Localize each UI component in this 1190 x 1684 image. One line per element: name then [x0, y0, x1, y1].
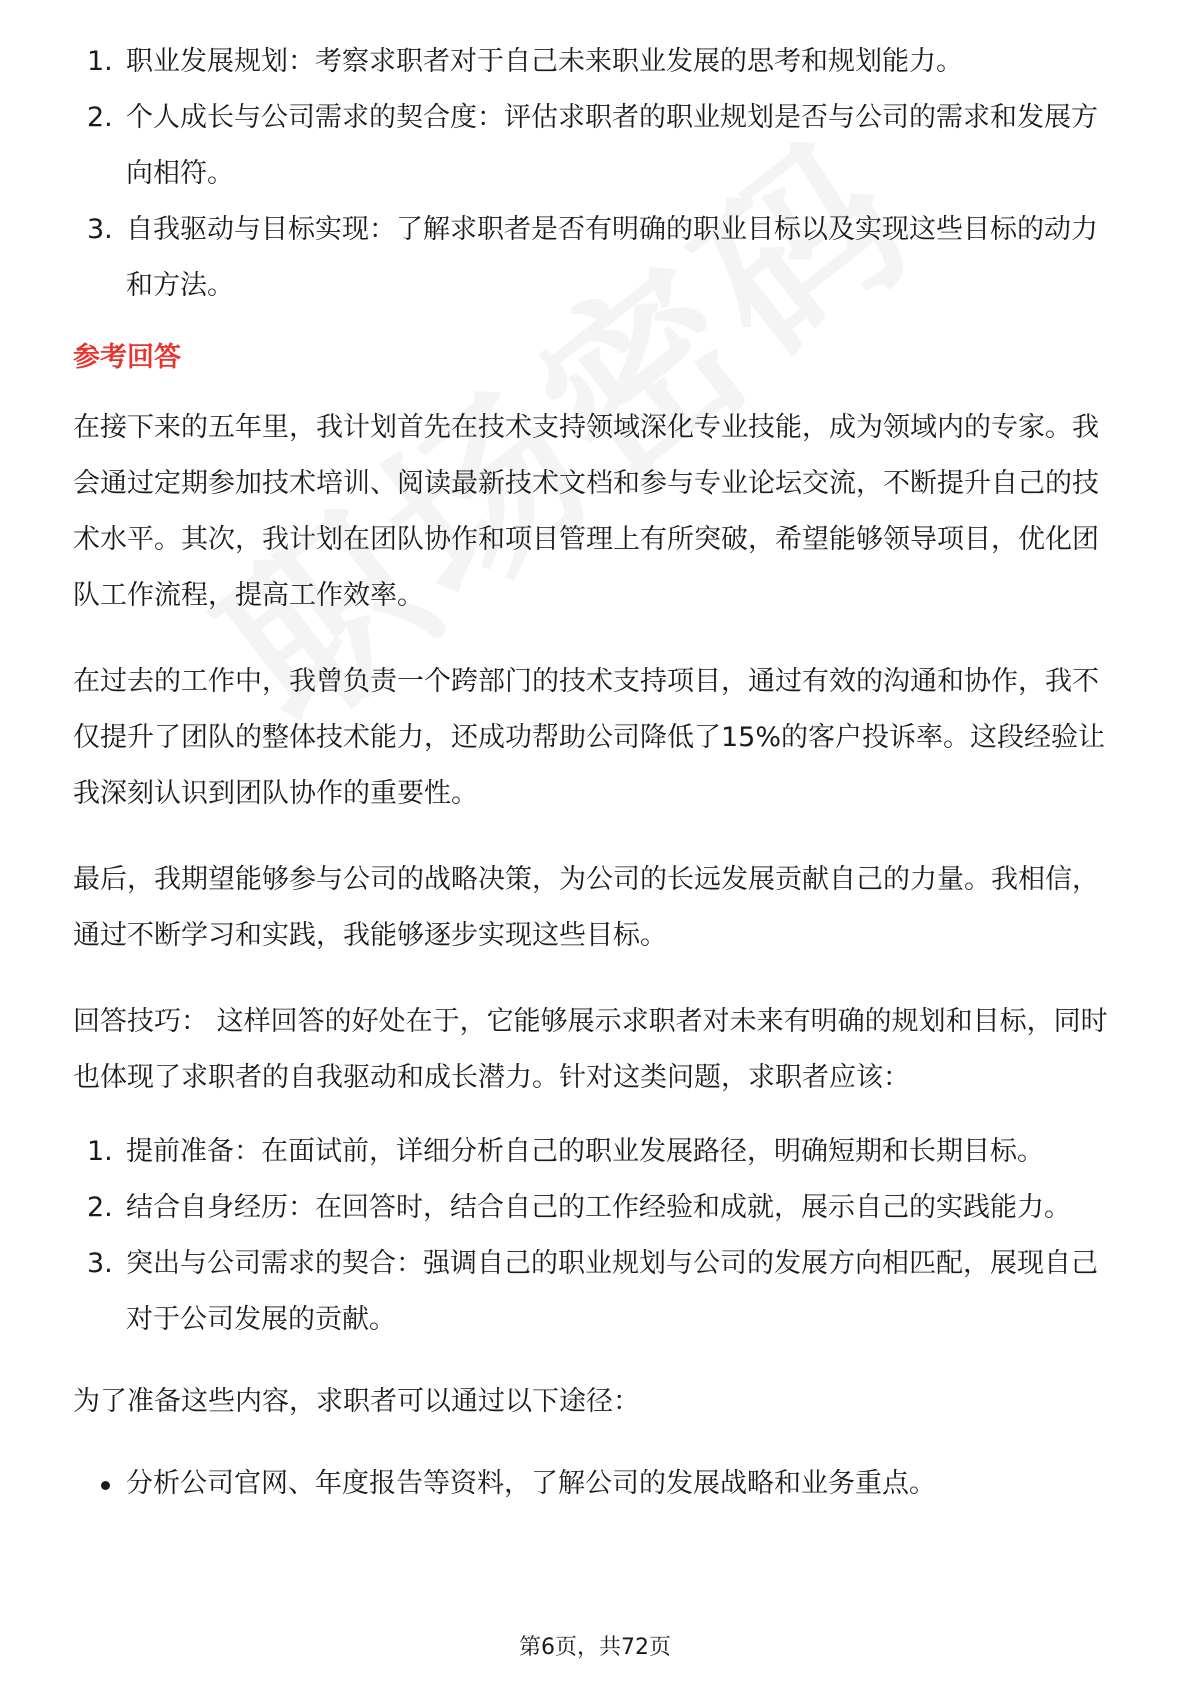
answer-paragraph: 在过去的工作中，我曾负责一个跨部门的技术支持项目，通过有效的沟通和协作，我不仅提升了团队的整体技术能力，还成功帮助公司降低了15%的客户投诉率。这段经验让我深刻认识到团队协作的重要性。 [73, 666, 1106, 809]
answer-paragraph: 最后，我期望能够参与公司的战略决策，为公司的长远发展贡献自己的力量。我相信，通过不断学习和实践，我能够逐步实现这些目标。 [73, 864, 1099, 951]
list-text: 突出与公司需求的契合：强调自己的职业规划与公司的发展方向相匹配，展现自己对于公司发展的贡献。 [126, 1248, 1098, 1335]
list-number: 1. [87, 1136, 113, 1167]
bullet-icon [101, 1481, 110, 1490]
list-number: 3. [87, 1248, 113, 1279]
list-number: 1. [87, 46, 113, 77]
page-footer: 第6页，共72页 [519, 1635, 671, 1660]
list-text: 提前准备：在面试前，详细分析自己的职业发展路径，明确短期和长期目标。 [126, 1136, 1044, 1167]
list-text: 个人成长与公司需求的契合度：评估求职者的职业规划是否与公司的需求和发展方向相符。 [126, 102, 1098, 189]
list-text: 职业发展规划：考察求职者对于自己未来职业发展的思考和规划能力。 [126, 46, 963, 77]
answer-paragraph: 在接下来的五年里，我计划首先在技术支持领域深化专业技能，成为领域内的专家。我会通过定期参加技术培训、阅读最新技术文档和参与专业论坛交流，不断提升自己的技术水平。其次，我计划在团队协作和项目管理上有所突破，希望能够领导项目，优化团队工作流程，提高工作效率。 [73, 412, 1099, 611]
list-item [73, 90, 1123, 202]
list-item [73, 1124, 1123, 1180]
reference-heading: 参考回答 [73, 342, 181, 373]
list-item [73, 1456, 1123, 1512]
list-number: 3. [87, 214, 113, 245]
list-item [73, 1180, 1123, 1236]
list-text: 分析公司官网、年度报告等资料，了解公司的发展战略和业务重点。 [126, 1468, 936, 1499]
intro-list [73, 34, 1123, 314]
prepare-paragraph: 为了准备这些内容，求职者可以通过以下途径： [73, 1386, 640, 1417]
list-item [73, 34, 1123, 90]
tips-paragraph: 回答技巧： 这样回答的好处在于，它能够展示求职者对未来有明确的规划和目标，同时也体现了求职者的自我驱动和成长潜力。针对这类问题，求职者应该： [73, 1006, 1108, 1093]
document-body [73, 34, 1123, 1512]
list-text: 自我驱动与目标实现：了解求职者是否有明确的职业目标以及实现这些目标的动力和方法。 [126, 214, 1098, 301]
list-item [73, 1236, 1123, 1348]
list-item [73, 202, 1123, 314]
list-number: 2. [87, 102, 113, 133]
list-number: 2. [87, 1192, 113, 1223]
list-text: 结合自身经历：在回答时，结合自己的工作经验和成就，展示自己的实践能力。 [126, 1192, 1071, 1223]
tips-list [73, 1124, 1123, 1348]
prepare-bullets [73, 1456, 1123, 1512]
